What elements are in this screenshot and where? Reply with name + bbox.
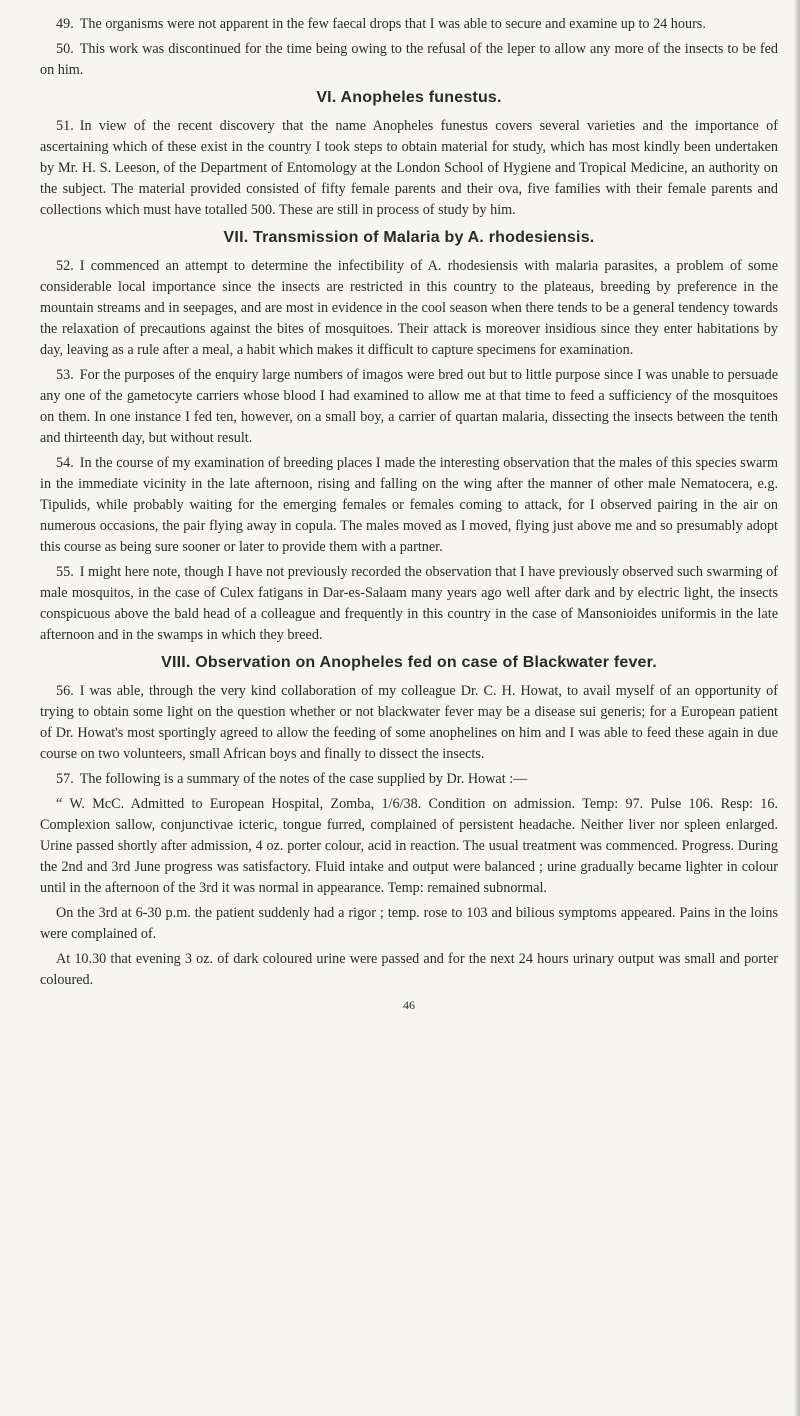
paragraph-text: I was able, through the very kind collaboration of my colleague Dr. C. H. Howat, to avail myself of an opportunity of trying to obtain some light on the question whether or not blackwater fever may be a disease sui generis; for a European patient of Dr. Howat's most sportingly agreed to allow the feeding of some anophelines on him and I was able to feed these again in due course on two volunteers, small African boys and finally to dissect the insects. [40,683,778,762]
paragraph-text: The following is a summary of the notes of the case supplied by Dr. Howat :— [79,771,528,787]
paragraph-55 [40,562,778,646]
paragraph-number: 50. [56,41,74,57]
case-notes-urine: At 10.30 that evening 3 oz. of dark coloured urine were passed and for the next 24 hours urinary output was small and porter coloured. [40,951,778,988]
paragraph-number: 55. [56,564,74,580]
paragraph-number: 54. [56,455,74,471]
page-number: 46 [403,998,415,1012]
section-heading-viii: VIII. Observation on Anopheles fed on case of Blackwater fever. [161,654,657,671]
paragraph-number: 49. [56,16,74,32]
paragraph-52 [40,256,778,361]
paragraph-text: This work was discontinued for the time being owing to the refusal of the leper to allow any more of the insects to be fed on him. [40,41,778,78]
paragraph-51 [40,116,778,221]
paragraph-56 [40,681,778,765]
paragraph-number: 52. [56,258,74,274]
paragraph-54 [40,453,778,558]
paragraph-number: 56. [56,683,74,699]
paragraph-57 [40,769,778,790]
paragraph-text: I commenced an attempt to determine the infectibility of A. rhodesiensis with malaria parasites, a problem of some considerable local importance since the insects are restricted in this country to the plateaus, breeding by preference in the mountain streams and in seepages, and are most in evidence in the cool season when there tends to be a general tendency towards the relaxation of precautions against the bites of mosquitoes. Their attack is moreover insidious since they enter habitations by day, leaving as a rule after a meal, a habit which makes it difficult to capture specimens for examination. [40,258,778,358]
paragraph-49 [40,14,778,35]
case-notes-rigor: On the 3rd at 6-30 p.m. the patient suddenly had a rigor ; temp. rose to 103 and bilious symptoms appeared. Pains in the loins were complained of. [40,905,778,942]
paragraph-number: 53. [56,367,74,383]
paragraph-53 [40,365,778,449]
paragraph-text: The organisms were not apparent in the few faecal drops that I was able to secure and examine up to 24 hours. [79,16,706,32]
paragraph-50 [40,39,778,81]
paragraph-number: 51. [56,118,74,134]
paragraph-text: In view of the recent discovery that the name Anopheles funestus covers several varieties and the importance of ascertaining which of these exist in the country I took steps to obtain material for study, which has most kindly been undertaken by Mr. H. S. Leeson, of the Department of Entomology at the London School of Hygiene and Tropical Medicine, an authority on the subject. The material provided consisted of fifty female parents and their ova, five families with their female parents and collections which must have totalled 500. These are still in process of study by him. [40,118,778,218]
section-heading-vii: VII. Transmission of Malaria by A. rhodesiensis. [223,229,595,246]
paragraph-text: In the course of my examination of breeding places I made the interesting observation that the males of this species swarm in the immediate vicinity in the late afternoon, rising and falling on the wing after the manner of other male Nematocera, e.g. Tipulids, while probably waiting for the emerging females or females coming to attack, for I observed pairing in the air on numerous occasions, the pair flying away in copula. The males moved as I moved, flying just above me and so presumably adopt this course as being sure sooner or later to provide them with a partner. [40,455,778,555]
page-edge-shadow [794,0,800,1416]
paragraph-text: I might here note, though I have not previously recorded the observation that I have previously observed such swarming of male mosquitos, in the case of Culex fatigans in Dar-es-Salaam many years ago well after dark and by electric light, the insects conspicuous above the bald head of a colleague and frequently in this country in the case of Mansonioides uniformis in the late afternoon and in the swamps in which they breed. [40,564,778,643]
document-page [40,14,778,1016]
section-heading-vi: VI. Anopheles funestus. [316,89,502,106]
paragraph-text: For the purposes of the enquiry large numbers of imagos were bred out but to little purpose since I was unable to persuade any one of the gametocyte carriers whose blood I had examined to allow me at that time to feed a sufficiency of the mosquitoes on them. In one instance I fed ten, however, on a small boy, a carrier of quartan malaria, dissecting the insects between the tenth and thirteenth day, but without result. [40,367,778,446]
paragraph-number: 57. [56,771,74,787]
case-notes: “ W. McC. Admitted to European Hospital, Zomba, 1/6/38. Condition on admission. Temp: 97. Pulse 106. Resp: 16. Complexion sallow, conjunctivae icteric, tongue furred, complained of persistent headache. Neither liver nor spleen enlarged. Urine passed shortly after admission, 4 oz. porter colour, acid in reaction. The usual treatment was commenced. Progress. During the 2nd and 3rd June progress was satisfactory. Fluid intake and output were balanced ; urine gradually became lighter in colour until in the afternoon of the 3rd it was normal in appearance. Temp: remained subnormal. [40,796,778,896]
